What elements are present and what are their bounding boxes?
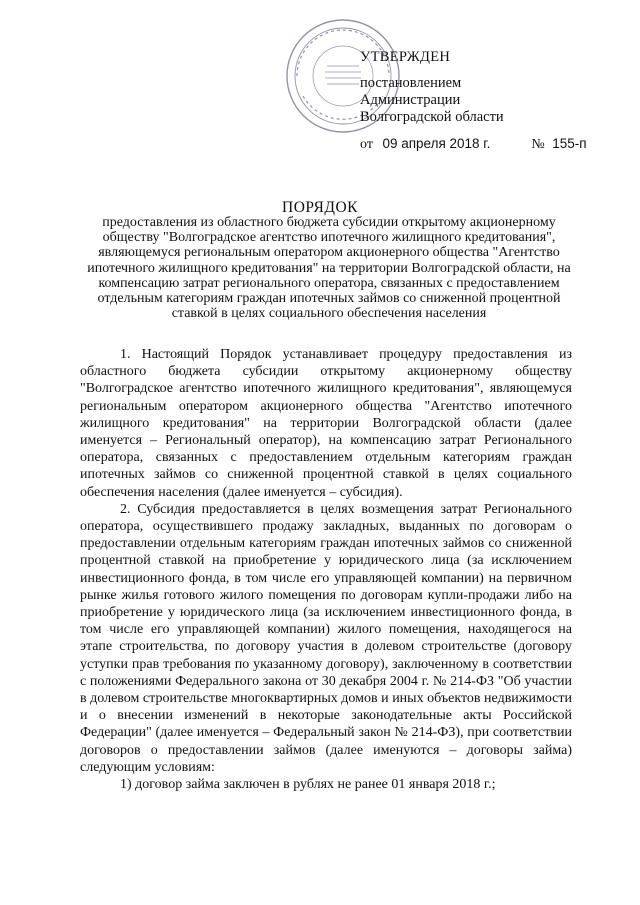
decree-date: 09 апреля 2018 г. — [382, 136, 491, 151]
decree-number: 155-п — [552, 136, 587, 151]
approval-region: Волгоградской области — [360, 109, 504, 125]
approval-decree-label: постановлением — [360, 75, 462, 91]
approval-block — [360, 49, 640, 152]
paragraph-3: 1) договор займа заключен в рублях не ранее 01 января 2018 г.; — [120, 777, 496, 793]
document-body — [80, 346, 572, 793]
approval-date-line — [360, 135, 587, 153]
paragraph-2: 2. Субсидия предоставляется в целях возмещения затрат Регионального оператора, осуществившего продажу закладных, выданных по договорам о предоставлении отдельным категориям граждан ипотечных займов со сниженной процентной ставкой на приобретение у юридического лица (за исключением инвестиционного фонда, в том числе его управляющей компании) на первичном рынке жилья готового жилого помещения по договорам купли-продажи либо на приобретение у юридического лица (за исключением инвестиционного фонда, в том числе его управляющей компании) жилого помещения, находящегося на этапе строительства, по договору участия в долевом строительстве (договору уступки прав требования по указанному договору), заключенному в соответствии с положениями Федерального закона от 30 декабря 2004 г. № 214-ФЗ "Об участии в долевом строительстве многоквартирных домов и иных объектов недвижимости и о внесении изменений в некоторые законодательные акты Российской Федерации" (далее именуется – Федеральный закон № 214-ФЗ), при соответствии договоров о предоставлении займов (далее именуются – договоры займа) следующим условиям: — [80, 501, 572, 775]
decree-number-label: № — [531, 137, 545, 152]
approved-heading: УТВЕРЖДЕН — [360, 49, 451, 65]
document-subtitle: предоставления из областного бюджета субсидии открытому акционерному обществу "Волгоградское агентство ипотечного жилищного кредитования", являющемуся региональным оператором акционерного общества "Агентство ипотечного жилищного кредитования" на территории Волгоградской области, на компенсацию затрат регионального оператора, связанных с предоставлением отдельным категориям граждан ипотечных займов со сниженной процентной ставкой в целях социального обеспечения населения — [87, 215, 571, 322]
approval-authority: Администрации — [360, 92, 461, 108]
date-from-label: от — [360, 137, 373, 152]
paragraph-1: 1. Настоящий Порядок устанавливает процедуру предоставления из областного бюджета субсидии открытому акционерному обществу "Волгоградское агентство ипотечного жилищного кредитования", являющемуся региональным оператором акционерного общества "Агентство ипотечного жилищного кредитования" на территории Волгоградской области (далее именуется – Региональный оператор), на компенсацию затрат Регионального оператора, связанных с предоставлением отдельным категориям граждан ипотечных займов со сниженной процентной ставкой в целях социального обеспечения населения (далее именуется – субсидия). — [80, 347, 572, 500]
document-title: ПОРЯДОК — [282, 199, 358, 216]
